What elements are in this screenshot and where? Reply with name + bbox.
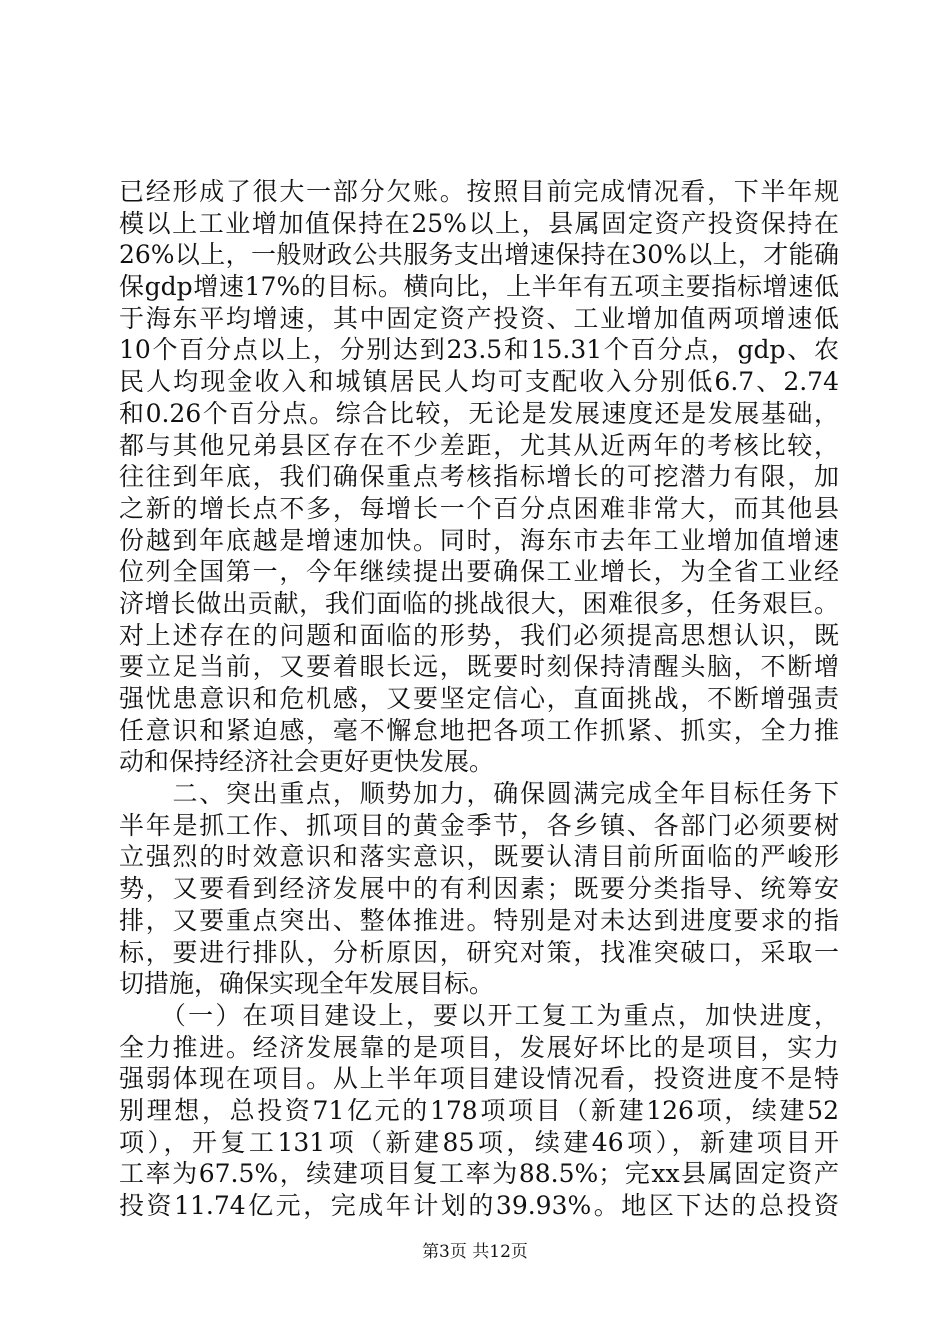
text-line: 立强烈的时效意识和落实意识，既要认清目前所面临的严峻形 — [119, 842, 839, 872]
text-line: 标，要进行排队，分析原因，研究对策，找准突破口，采取一 — [119, 937, 839, 967]
text-line: 要立足当前，又要着眼长远，既要时刻保持清醒头脑，不断增 — [119, 652, 839, 682]
document-body — [119, 176, 839, 1222]
text-line: 模以上工业增加值保持在25%以上，县属固定资产投资保持在 — [119, 208, 839, 238]
text-line: 投资11.74亿元，完成年计划的39.93%。地区下达的总投资 — [119, 1191, 839, 1220]
text-line: 份越到年底越是增速加快。同时，海东市去年工业增加值增速 — [119, 525, 839, 555]
text-line: 强忧患意识和危机感，又要坚定信心，直面挑战，不断增强责 — [119, 684, 839, 713]
text-line: 项），开复工131项（新建85项，续建46项），新建项目开 — [119, 1127, 839, 1157]
text-line: 动和保持经济社会更好更快发展。 — [119, 747, 495, 777]
text-line: 济增长做出贡献，我们面临的挑战很大，困难很多，任务艰巨。 — [119, 588, 839, 618]
text-line: 全力推进。经济发展靠的是项目，发展好坏比的是项目，实力 — [119, 1032, 839, 1062]
text-line: 对上述存在的问题和面临的形势，我们必须提高思想认识，既 — [119, 620, 839, 650]
text-line: 已经形成了很大一部分欠账。按照目前完成情况看，下半年规 — [119, 177, 839, 206]
text-line: 二、突出重点，顺势加力，确保圆满完成全年目标任务下 — [119, 779, 839, 809]
text-line: 于海东平均增速，其中固定资产投资、工业增加值两项增速低 — [119, 303, 839, 333]
text-line: 排，又要重点突出、整体推进。特别是对未达到进度要求的指 — [119, 905, 839, 935]
text-line: 位列全国第一，今年继续提出要确保工业增长，为全省工业经 — [119, 557, 839, 587]
text-line: 和0.26个百分点。综合比较，无论是发展速度还是发展基础， — [119, 398, 839, 428]
text-line: 26%以上，一般财政公共服务支出增速保持在30%以上，才能确 — [119, 240, 839, 270]
text-line: 之新的增长点不多，每增长一个百分点困难非常大，而其他县 — [119, 493, 839, 523]
text-line: （一）在项目建设上，要以开工复工为重点，加快进度， — [119, 1000, 839, 1030]
text-line: 切措施，确保实现全年发展目标。 — [119, 969, 495, 999]
text-line: 工率为67.5%，续建项目复工率为88.5%；完xx县属固定资产 — [119, 1159, 839, 1189]
text-line: 都与其他兄弟县区存在不少差距，尤其从近两年的考核比较， — [119, 430, 839, 460]
text-line: 半年是抓工作、抓项目的黄金季节，各乡镇、各部门必须要树 — [119, 810, 839, 840]
page-number-footer: 第3页 共12页 — [422, 1242, 528, 1262]
text-line: 别理想，总投资71亿元的178项项目（新建126项，续建52 — [119, 1095, 839, 1125]
text-line: 往往到年底，我们确保重点考核指标增长的可挖潜力有限，加 — [119, 462, 839, 492]
text-line: 10个百分点以上，分别达到23.5和15.31个百分点，gdp、农 — [119, 335, 839, 365]
text-line: 任意识和紧迫感，毫不懈怠地把各项工作抓紧、抓实，全力推 — [119, 715, 839, 745]
text-line: 势，又要看到经济发展中的有利因素；既要分类指导、统筹安 — [119, 874, 839, 904]
text-line: 保gdp增速17%的目标。横向比，上半年有五项主要指标增速低 — [119, 272, 839, 302]
text-line: 强弱体现在项目。从上半年项目建设情况看，投资进度不是特 — [119, 1064, 839, 1094]
text-line: 民人均现金收入和城镇居民人均可支配收入分别低6.7、2.74 — [119, 367, 839, 397]
